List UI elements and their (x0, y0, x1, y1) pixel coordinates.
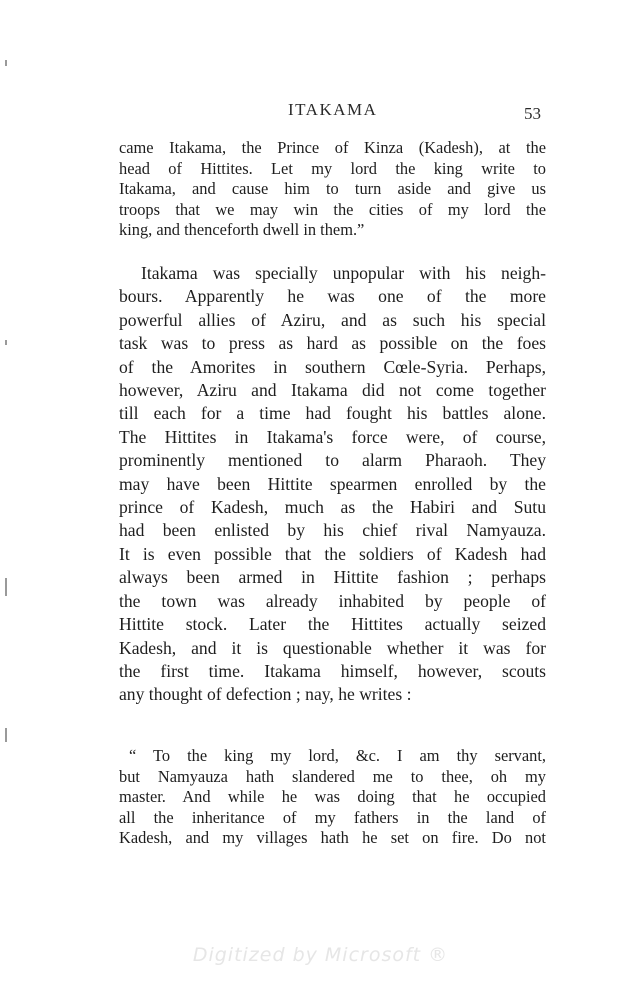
margin-mark (5, 340, 7, 345)
paragraph-line: the first time. Itakama himself, however, scouts (119, 660, 546, 681)
paragraph-line: prince of Kadesh, much as the Habiri and Sutu (119, 497, 546, 518)
body-paragraph (119, 262, 546, 707)
quote-top (119, 138, 546, 241)
margin-mark (5, 728, 7, 742)
paragraph-line: Itakama was specially unpopular with his neigh- (141, 263, 546, 283)
quote-top-line: troops that we may win the cities of my lord the (119, 199, 546, 219)
paragraph-line: the town was already inhabited by people of (119, 590, 546, 611)
paragraph-line: Kadesh, and it is questionable whether it was for (119, 637, 546, 658)
quote-bottom (119, 746, 546, 849)
digitization-watermark: Digitized by Microsoft ® (192, 944, 449, 966)
margin-mark (5, 578, 7, 596)
quote-bottom-line: but Namyauza hath slandered me to thee, oh my (119, 766, 546, 786)
paragraph-line: powerful allies of Aziru, and as such his special (119, 309, 546, 330)
paragraph-line: Hittite stock. Later the Hittites actually seized (119, 614, 546, 635)
paragraph-line: The Hittites in Itakama's force were, of course, (119, 426, 546, 447)
quote-bottom-line: Kadesh, and my villages hath he set on fire. Do not (119, 828, 546, 847)
paragraph-line: bours. Apparently he was one of the more (119, 286, 546, 307)
margin-mark (5, 60, 7, 66)
paragraph-line: had been enlisted by his chief rival Namyauza. (119, 520, 546, 541)
paragraph-line: any thought of defection ; nay, he writes : (119, 684, 412, 705)
quote-bottom-line: master. And while he was doing that he occupied (119, 787, 546, 806)
page-number: 53 (524, 104, 541, 123)
running-head (0, 100, 641, 124)
quote-top-line: head of Hittites. Let my lord the king write to (119, 158, 546, 178)
quote-bottom-line: all the inheritance of my fathers in the land of (119, 807, 546, 827)
paragraph-line: task was to press as hard as possible on the foes (119, 333, 546, 354)
quote-top-line: king, and thenceforth dwell in them.” (119, 220, 365, 239)
quote-top-line: Itakama, and cause him to turn aside and give us (119, 179, 546, 198)
paragraph-line: It is even possible that the soldiers of Kadesh had (119, 543, 546, 564)
paragraph-line: prominently mentioned to alarm Pharaoh. They (119, 450, 546, 471)
quote-top-line: came Itakama, the Prince of Kinza (Kadesh), at the (119, 138, 546, 157)
paragraph-line: till each for a time had fought his battles alone. (119, 403, 546, 424)
quote-bottom-line: “ To the king my lord, &c. I am thy servant, (129, 746, 546, 765)
paragraph-line: however, Aziru and Itakama did not come together (119, 380, 546, 401)
paragraph-line: may have been Hittite spearmen enrolled by the (119, 473, 546, 494)
paragraph-line: of the Amorites in southern Cœle-Syria. Perhaps, (119, 356, 546, 377)
paragraph-line: always been armed in Hittite fashion ; perhaps (119, 567, 546, 588)
running-title: ITAKAMA (288, 100, 378, 119)
